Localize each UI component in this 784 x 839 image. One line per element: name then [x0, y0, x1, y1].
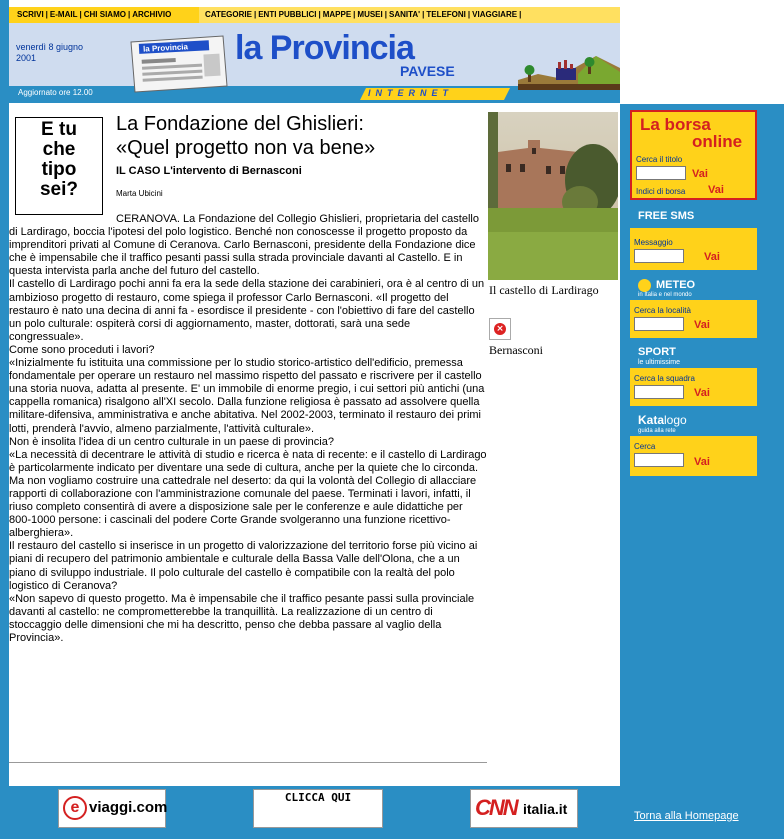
borsa-search-input[interactable] — [636, 166, 686, 180]
article-author: Marta Ubicini — [116, 189, 163, 198]
eviaggi-banner[interactable] — [58, 789, 166, 828]
homepage-link[interactable]: Torna alla Homepage — [634, 810, 739, 822]
logo-la-provincia[interactable]: la Provincia — [235, 29, 414, 67]
date-line-1: venerdì 8 giugno — [16, 42, 84, 52]
katalogo-title — [638, 413, 687, 427]
nav-enti-pubblici[interactable]: ENTI PUBBLICI — [258, 10, 317, 19]
article-paragraph: «Non sapevo di questo progetto. Ma è impensabile che il traffico pesante passi sulla provinciale davanti al castello: ne comprometterebbe la tranquillità. La realizzazione di un centro di stoccaggio delle dimensioni che mi ha descritto, penso che debba passare al vaglio della Provincia». — [9, 592, 475, 644]
sport-label: Cerca la squadra — [634, 374, 695, 383]
nav-musei[interactable]: MUSEI — [357, 10, 383, 19]
katalogo-title-1: Kata — [638, 413, 665, 427]
landscape-illustration — [518, 34, 620, 90]
meteo-search-input[interactable] — [634, 317, 684, 331]
internet-label: INTERNET — [368, 88, 453, 98]
topnav-group-2: CATEGORIE | ENTI PUBBLICI | MAPPE | MUSEI | SANITA' | TELEFONI | VIAGGIARE | — [205, 10, 522, 19]
nav-categorie[interactable]: CATEGORIE — [205, 10, 252, 19]
quiz-badge[interactable] — [15, 117, 103, 215]
article-question: Come sono proceduti i lavori? — [9, 343, 155, 356]
date-line-2: 2001 — [16, 53, 37, 63]
badge-line-1: E tu — [41, 119, 77, 140]
article-question: Non è insolita l'idea di un centro culturale in un paese di provincia? — [9, 435, 334, 448]
borsa-title-1: La borsa — [640, 115, 711, 134]
nav-scrivi[interactable]: SCRIVI — [17, 10, 44, 19]
badge-line-3: tipo — [41, 159, 77, 180]
topnav-group-1: SCRIVI | E-MAIL | CHI SIAMO | ARCHIVIO — [17, 10, 172, 19]
meteo-go-button[interactable]: Vai — [694, 319, 710, 331]
article-paragraph: CERANOVA. La Fondazione del Collegio Ghislieri, proprietaria del castello di Lardirago, boccia l'ipotesi del polo logistico. Benché non conoscesse il progetto proposto da imprenditori privati al Comune di Ceranova. Carlo Bernasconi, presidente della Fondazione dice che è impensabile che il traffico pesanti passi sulla strada provinciale davanti al Castello. E in questa intervista parla anche del futuro del castello. — [9, 213, 479, 278]
article-paragraph: Il restauro del castello si inserisce in un progetto di valorizzazione del territorio forse più vicino ai piani di recupero del patrimonio ambientale e culturale della Bassa Valle dell'Olona, che a un piano di sviluppo industriale. Il polo culturale del castello è compatibile con la realtà del polo logistico di Ceranova? — [9, 540, 478, 592]
nav-archivio[interactable]: ARCHIVIO — [132, 10, 172, 19]
katalogo-search-input[interactable] — [634, 453, 684, 467]
sport-subtitle: le ultimissime — [638, 359, 681, 366]
nav-sanita[interactable]: SANITA' — [389, 10, 421, 19]
meteo-widget — [630, 300, 757, 338]
current-date — [16, 42, 126, 64]
nav-email[interactable]: E-MAIL — [49, 10, 78, 19]
sms-label: Messaggio — [634, 238, 673, 247]
logo-pavese: PAVESE — [400, 63, 455, 79]
meteo-title: METEO — [656, 279, 696, 291]
borsa-title-2: online — [692, 132, 743, 151]
article-headline — [116, 112, 486, 160]
article-kicker: IL CASO L'intervento di Bernasconi — [116, 165, 302, 177]
photo-caption-2: Bernasconi — [489, 343, 543, 357]
katalogo-title-2: logo — [664, 413, 687, 427]
sms-title: FREE SMS — [638, 210, 695, 222]
headline-line-1: La Fondazione del Ghislieri: — [116, 113, 364, 135]
katalogo-subtitle: guida alla rete — [638, 428, 676, 434]
badge-line-4: sei? — [39, 179, 79, 200]
article-divider — [9, 762, 487, 763]
cnn-italia-label: italia.it — [523, 801, 568, 817]
sport-go-button[interactable]: Vai — [694, 387, 710, 399]
nav-telefoni[interactable]: TELEFONI — [426, 10, 466, 19]
top-navigation — [9, 7, 620, 23]
nav-viaggiare[interactable]: VIAGGIARE — [472, 10, 518, 19]
castle-photo — [488, 112, 618, 280]
nav-chi-siamo[interactable]: CHI SIAMO — [83, 10, 126, 19]
clicca-qui-label: CLICCA QUI — [284, 791, 352, 804]
sms-go-button[interactable]: Vai — [704, 251, 720, 263]
article-paragraph: Il castello di Lardirago pochi anni fa era la sede della stazione dei carabinieri, ora è al centro di un ambizioso progetto di restauro, come spiega il professor Carlo Bernasconi. «Il progetto del restauro è nato una decina di anni fa - esordisce il presidente - con l'obiettivo di fare del castello un polo culturale: ospiterà corsi di aggiornamento, master, dottorati, sarà una sede congressuale». — [9, 278, 485, 343]
sport-search-input[interactable] — [634, 385, 684, 399]
cnn-logo: CNN — [475, 795, 517, 820]
update-time: Aggiornato ore 12.00 — [18, 88, 93, 97]
borsa-search-label: Cerca il titolo — [636, 155, 683, 164]
sun-icon — [638, 279, 651, 292]
paper-mini-title: la Provincia — [142, 42, 189, 54]
cnn-italia-banner[interactable] — [470, 789, 578, 828]
sport-widget — [630, 368, 757, 406]
article-body — [9, 213, 487, 645]
borsa-go-button[interactable]: Vai — [692, 168, 708, 180]
left-frame — [0, 0, 9, 839]
badge-line-2: che — [42, 139, 76, 160]
katalogo-label: Cerca — [634, 442, 656, 451]
meteo-subtitle: in Italia e nel mondo — [638, 292, 692, 298]
headline-line-2: «Quel progetto non va bene» — [116, 137, 376, 159]
eviaggi-label: viaggi.com — [89, 799, 168, 816]
borsa-indici-link[interactable]: Indici di borsa — [636, 187, 686, 196]
eviaggi-logo-e: e — [63, 796, 87, 820]
borsa-indici-go[interactable]: Vai — [708, 184, 724, 196]
clicca-qui-banner[interactable] — [253, 789, 383, 828]
meteo-label: Cerca la località — [634, 306, 691, 315]
article-paragraph: «Inizialmente fu istituita una commissione per lo studio storico-artistico dell'edificio, premessa fondamentale per operare un restauro nel massimo rispetto del passato e riscrivere per il castello una storia nuova, adatta al presente. E' un immobile di enorme pregio, i cui settori più antichi (una cappella romanica) risalgono all'XI secolo. Dalla funzione religiosa è passato ad assolvere quella militare-difensiva, amministrativa e anche abitativa. Nel 2002-2003, terminato il restauro dei primi lotti, prenderà l'avvio, almeno parzialmente, l'attività culturale». — [9, 357, 485, 435]
katalogo-widget — [630, 436, 757, 476]
nav-mappe[interactable]: MAPPE — [322, 10, 352, 19]
borsa-widget — [630, 110, 757, 200]
sms-message-input[interactable] — [634, 249, 684, 263]
photo-caption: Il castello di Lardirago — [489, 283, 599, 297]
katalogo-go-button[interactable]: Vai — [694, 456, 710, 468]
sport-title: SPORT — [638, 346, 676, 358]
newspaper-icon — [125, 34, 230, 94]
broken-image-icon: × — [489, 318, 511, 340]
article-paragraph: «La necessità di decentrare le attività di studio e ricerca è nata di recente: e il castello di Lardirago è particolarmente indicato per diventare una sede di cultura, anche per la quiete che lo circonda. Ma non vogliamo costruire una cattedrale nel deserto: da qui la volontà del Collegio di allacciare rapporti di collaborazione con l'amministrazione comunale del paese. Terminati i lavori, infatti, il riuso completo consentirà di avere a disposizione sale per le conferenze e aule didattiche per 800-1000 persone: i cascinali del podere Corte Grande svolgeranno una funzione ricettivo-alberghiera». — [9, 448, 487, 540]
sms-widget — [630, 228, 757, 270]
